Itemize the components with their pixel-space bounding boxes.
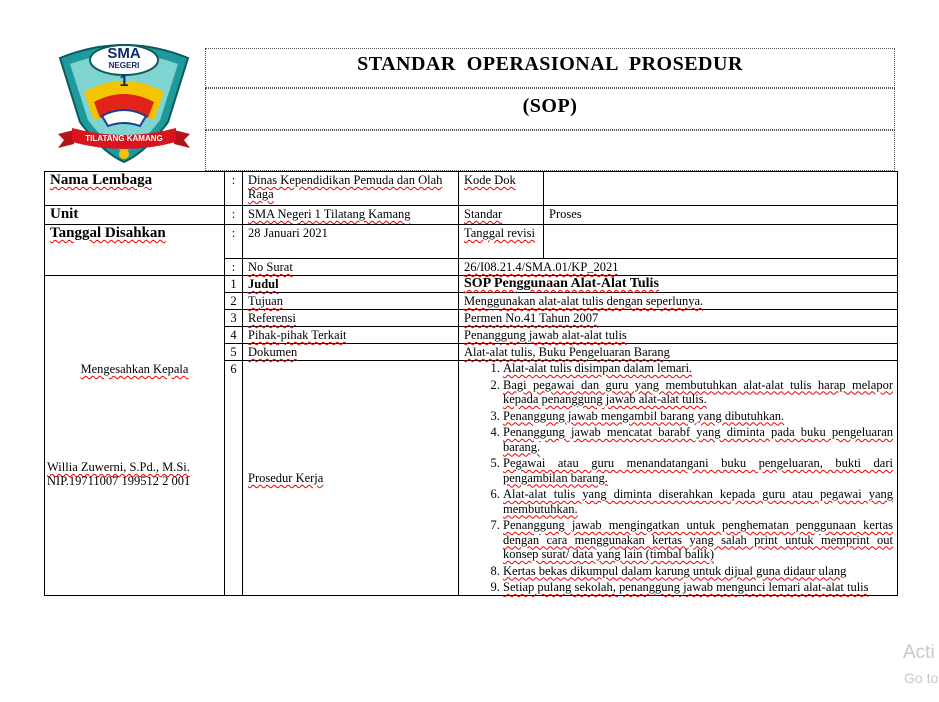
header-title-box bbox=[205, 48, 895, 88]
nama-lembaga-label: Nama Lembaga bbox=[45, 172, 225, 206]
list-item: 8. Kertas bekas dikumpul dalam karung untuk dijual guna didaur ulang bbox=[503, 564, 895, 579]
row-number: 6 bbox=[225, 361, 243, 596]
header-subtitle-box bbox=[205, 88, 895, 130]
list-item: 7. Penanggung jawab mengingatkan untuk penghematan penggunaan kertas dengan cara menggunakan kertas yang salah print untuk memprint out konsep surat/ data yang lain (timbal balik) bbox=[503, 518, 895, 562]
header-empty-box bbox=[205, 130, 895, 171]
standar-value: Proses bbox=[544, 206, 898, 225]
logo-ribbon-text: TILATANG KAMANG bbox=[85, 134, 163, 143]
prosedur-label: Prosedur Kerja bbox=[243, 361, 459, 596]
colon: : bbox=[225, 172, 243, 206]
nama-lembaga-value: Dinas Kependidikan Pemuda dan Olah Raga bbox=[243, 172, 459, 206]
row-value: Penanggung jawab alat-alat tulis bbox=[459, 327, 898, 344]
row-number: 3 bbox=[225, 310, 243, 327]
activation-watermark-line2: Go to bbox=[904, 670, 939, 686]
row-number: 5 bbox=[225, 344, 243, 361]
logo-text-sma: SMA bbox=[107, 45, 141, 62]
row-number: 1 bbox=[225, 276, 243, 293]
standar-label: Standar bbox=[459, 206, 544, 225]
colon: : bbox=[225, 259, 243, 276]
table-row bbox=[45, 276, 898, 293]
tanggal-disahkan-value: 28 Januari 2021 bbox=[243, 225, 459, 259]
row-label: Dokumen bbox=[243, 344, 459, 361]
table-row bbox=[45, 172, 898, 206]
kode-dok-value bbox=[544, 172, 898, 206]
logo-text-number: 1 bbox=[119, 73, 129, 90]
row-label: Referensi bbox=[243, 310, 459, 327]
no-surat-value: 26/I08.21.4/SMA.01/KP_2021 bbox=[459, 259, 898, 276]
school-logo bbox=[50, 40, 198, 166]
table-row bbox=[45, 225, 898, 259]
row-label: Judul bbox=[243, 276, 459, 293]
table-row bbox=[45, 206, 898, 225]
sop-table bbox=[44, 171, 898, 596]
logo-text-negeri: NEGERI bbox=[108, 61, 140, 70]
signature-nip: NIP.19711007 199512 2 001 bbox=[47, 474, 191, 488]
row-value: Alat-alat tulis, Buku Pengeluaran Barang bbox=[459, 344, 898, 361]
tanggal-disahkan-label: Tanggal Disahkan bbox=[45, 225, 225, 276]
tanggal-revisi-label: Tanggal revisi bbox=[459, 225, 544, 259]
row-value: SOP Penggunaan Alat-Alat Tulis bbox=[459, 276, 898, 293]
page-subtitle: (SOP) bbox=[522, 95, 578, 117]
list-item: 9. Setiap pulang sekolah, penanggung jawab mengunci lemari alat-alat tulis bbox=[503, 580, 895, 595]
signature-heading: Mengesahkan Kepala bbox=[80, 362, 189, 376]
prosedur-steps bbox=[463, 361, 895, 595]
list-item: 4. Penanggung jawab mencatat barabf yang diminta pada buku pengeluaran barang. bbox=[503, 425, 895, 454]
unit-label: Unit bbox=[45, 206, 225, 225]
list-item: 5. Pegawai atau guru menandatangani buku pengeluaran, bukti dari pengambilan barang. bbox=[503, 456, 895, 485]
activation-watermark-line1: Acti bbox=[903, 642, 935, 663]
tanggal-revisi-value bbox=[544, 225, 898, 259]
colon: : bbox=[225, 225, 243, 259]
list-item: 1. Alat-alat tulis disimpan dalam lemari. bbox=[503, 361, 895, 376]
no-surat-label: No Surat bbox=[243, 259, 459, 276]
colon: : bbox=[225, 206, 243, 225]
row-number: 2 bbox=[225, 293, 243, 310]
unit-value: SMA Negeri 1 Tilatang Kamang bbox=[243, 206, 459, 225]
list-item: 6. Alat-alat tulis yang diminta diserahkan kepada guru atau pegawai yang membutuhkan. bbox=[503, 487, 895, 516]
kode-dok-label: Kode Dok bbox=[459, 172, 544, 206]
signature-name: Willia Zuwerni, S.Pd., M.Si. bbox=[47, 460, 190, 474]
list-item: 3. Penanggung jawab mengambil barang yang dibutuhkan. bbox=[503, 409, 895, 424]
page-title: STANDAR OPERASIONAL PROSEDUR bbox=[357, 53, 743, 75]
row-value: Menggunakan alat-alat tulis dengan seperlunya. bbox=[459, 293, 898, 310]
list-item: 2. Bagi pegawai dan guru yang membutuhkan alat-alat tulis harap melapor kepada penanggung jawab alat-alat tulis. bbox=[503, 378, 895, 407]
signature-cell bbox=[45, 276, 225, 596]
row-number: 4 bbox=[225, 327, 243, 344]
prosedur-steps-cell bbox=[459, 361, 898, 596]
row-value: Permen No.41 Tahun 2007 bbox=[459, 310, 898, 327]
row-label: Pihak-pihak Terkait bbox=[243, 327, 459, 344]
row-label: Tujuan bbox=[243, 293, 459, 310]
